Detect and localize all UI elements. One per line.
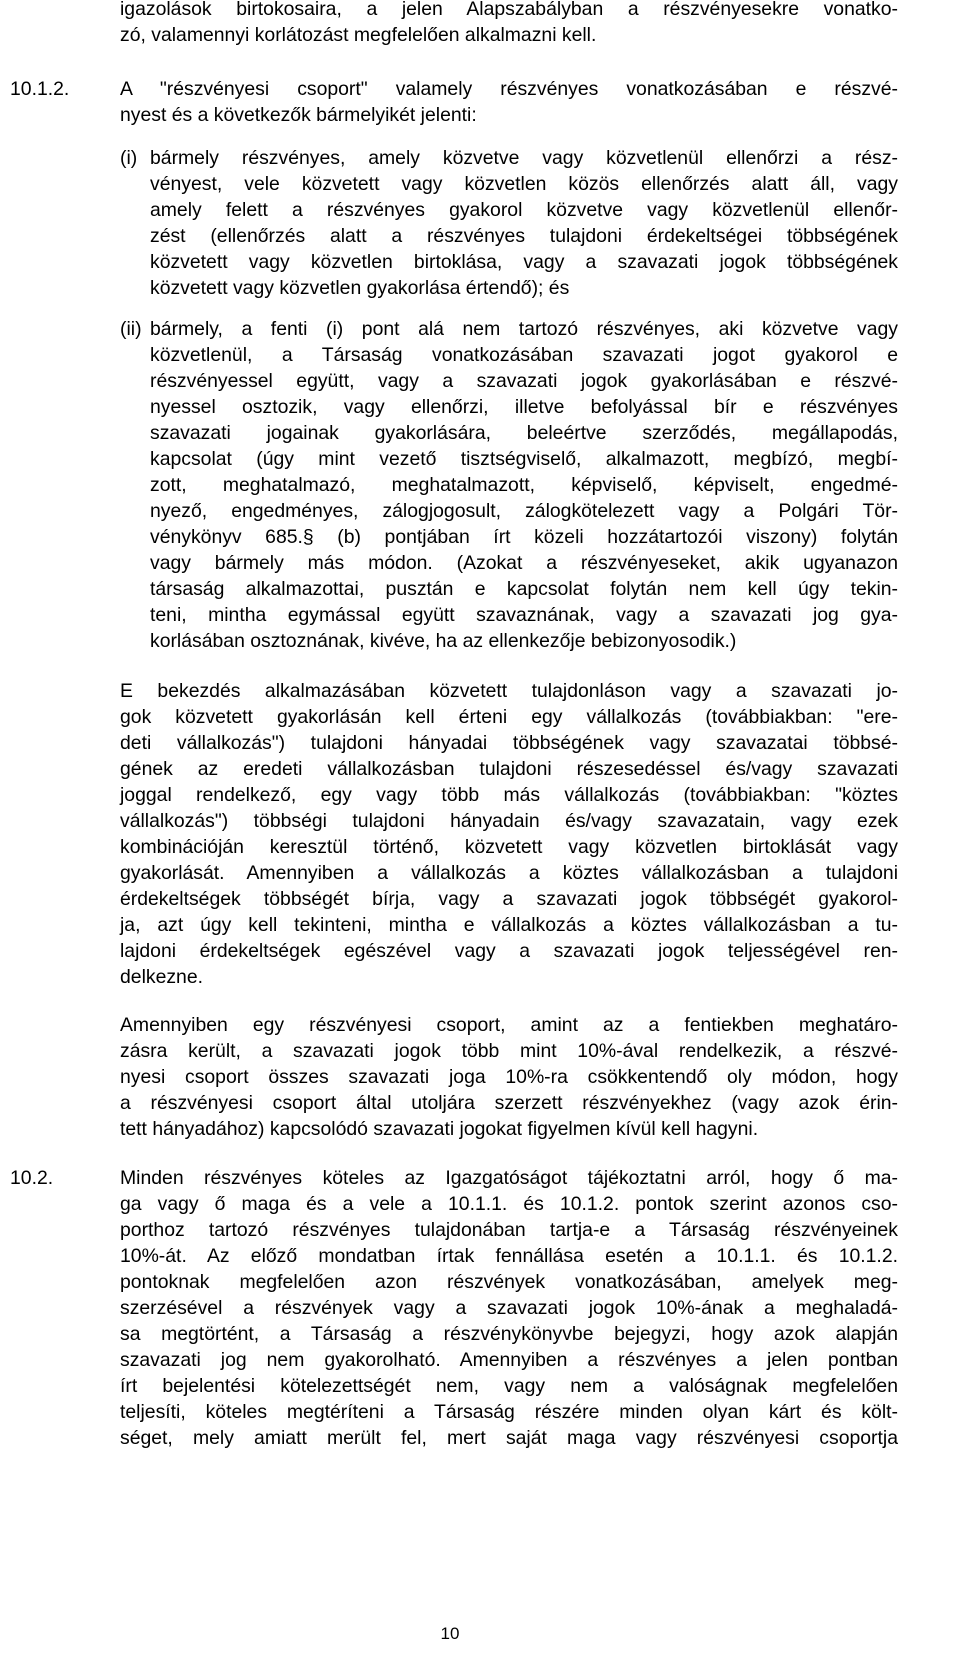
text-line: bármely, a fenti (i) pont alá nem tartozó részvényes, aki közvetve vagy: [150, 318, 898, 340]
text-line: vagy bármely más módon. (Azokat a részvényeseket, akik ugyanazon: [150, 552, 898, 574]
text-line: gyakorlását. Amennyiben a vállalkozás a köztes vállalkozásban a tulajdoni: [120, 862, 898, 884]
text-line: tett hányadához) kapcsolódó szavazati jogokat figyelmen kívül kell hagyni.: [120, 1118, 759, 1140]
text-line: a részvényesi csoport által utoljára szerzett részvényekhez (vagy azok érin-: [120, 1092, 898, 1114]
text-line: szavazati jogainak gyakorlására, beleértve szerződés, megállapodás,: [150, 422, 898, 444]
text-line: teljesíti, köteles megtéríteni a Társaság részére minden olyan kárt és költ-: [120, 1401, 898, 1423]
text-line: E bekezdés alkalmazásában közvetett tulajdonláson vagy a szavazati jo-: [120, 680, 898, 702]
text-line: sa megtörtént, a Társaság a részvénykönyvbe bejegyzi, hogy azok alapján: [120, 1323, 898, 1345]
text-line: pontoknak megfelelően azon részvények vonatkozásában, amelyek meg-: [120, 1271, 898, 1293]
text-line: írt bejelentési kötelezettségét nem, vagy nem a valóságnak megfelelően: [120, 1375, 898, 1397]
page-number: 10: [440, 1624, 460, 1643]
text-line: nyező, engedményes, zálogjogosult, zálogkötelezett vagy a Polgári Tör-: [150, 500, 898, 522]
text-line: szerzésével a részvények vagy a szavazati jogok 10%-ának a meghaladá-: [120, 1297, 898, 1319]
text-line: Amennyiben egy részvényesi csoport, amint az a fentiekben meghatáro-: [120, 1014, 898, 1036]
text-line: vényest, vele közvetett vagy közvetlen közös ellenőrzés alatt áll, vagy: [150, 173, 898, 195]
text-line: gének az eredeti vállalkozásban tulajdoni részesedéssel és/vagy szavazati: [120, 758, 898, 780]
text-line: teni, mintha egymással együtt szavaznának, vagy a szavazati jog gya-: [150, 604, 898, 626]
text-line: séget, mely amiatt merült fel, mert saját maga vagy részvényesi csoportja: [120, 1427, 898, 1449]
text-line: A "részvényesi csoport" valamely részvényes vonatkozásában e részvé-: [120, 78, 898, 100]
text-line: társaság alkalmazottai, pusztán e kapcsolat folytán nem kell úgy tekin-: [150, 578, 898, 600]
text-line: kapcsolat (úgy mint vezető tisztségviselő, alkalmazott, megbízó, megbí-: [150, 448, 898, 470]
text-line: amely felett a részvényes gyakorol közvetve vagy közvetlenül ellenőr-: [150, 199, 898, 221]
text-line: vénykönyv 685.§ (b) pontjában írt közeli hozzátartozói viszony) folytán: [150, 526, 898, 548]
section-number: 10.2.: [10, 1167, 54, 1189]
text-line: gok közvetett gyakorlásán kell érteni egy vállalkozás (továbbiakban: "ere-: [120, 706, 898, 728]
text-line: joggal rendelkező, egy vagy több más vállalkozás (továbbiakban: "köztes: [120, 784, 898, 806]
text-line: zó, valamennyi korlátozást megfelelően alkalmazni kell.: [120, 24, 597, 46]
text-line: zásra került, a szavazati jogok több mint 10%-ával rendelkezik, a részvé-: [120, 1040, 898, 1062]
text-line: zést (ellenőrzés alatt a részvényes tulajdoni érdekeltségei többségének: [150, 225, 898, 247]
text-line: nyesi csoport összes szavazati joga 10%-ra csökkentendő oly módon, hogy: [120, 1066, 898, 1088]
text-line: deti vállalkozás") tulajdoni hányadai többségének vagy szavazatai többsé-: [120, 732, 898, 754]
text-line: Minden részvényes köteles az Igazgatóságot tájékoztatni arról, hogy ő ma-: [120, 1167, 898, 1189]
text-line: közvetett vagy közvetlen birtoklása, vagy a szavazati jogok többségének: [150, 251, 898, 273]
section-number: 10.1.2.: [10, 78, 70, 100]
text-line: korlásában osztoznának, kivéve, ha az ellenkezője bebizonyosodik.): [150, 630, 737, 652]
list-marker: (ii): [120, 318, 142, 340]
text-line: vállalkozás") többségi tulajdoni hányadain és/vagy szavazatain, vagy ezek: [120, 810, 898, 832]
text-line: szavazati jog nem gyakorolható. Amennyiben a részvényes a jelen pontban: [120, 1349, 898, 1371]
text-line: bármely részvényes, amely közvetve vagy közvetlenül ellenőrzi a rész-: [150, 147, 898, 169]
text-line: ja, azt úgy kell tekinteni, mintha e vállalkozás a köztes vállalkozásban a tu-: [120, 914, 898, 936]
text-line: nyest és a következők bármelyikét jelenti:: [120, 104, 477, 126]
text-line: delkezne.: [120, 966, 204, 988]
text-line: porthoz tartozó részvényes tulajdonában tartja-e a Társaság részvényeinek: [120, 1219, 898, 1241]
text-line: érdekeltségek többségét bírja, vagy a szavazati jogok többségét gyakorol-: [120, 888, 898, 910]
list-marker: (i): [120, 147, 138, 169]
text-line: kombinációján keresztül történő, közvetett vagy közvetlen birtoklását vagy: [120, 836, 898, 858]
text-line: zott, meghatalmazó, meghatalmazott, képviselő, képviselt, engedmé-: [150, 474, 898, 496]
text-line: részvényessel együtt, vagy a szavazati jogok gyakorlásában e részvé-: [150, 370, 898, 392]
text-line: nyessel osztozik, vagy ellenőrzi, illetve befolyással bír e részvényes: [150, 396, 898, 418]
text-line: közvetett vagy közvetlen gyakorlása értendő); és: [150, 277, 570, 299]
text-line: ga vagy ő maga és a vele a 10.1.1. és 10.1.2. pontok szerint azonos cso-: [120, 1193, 898, 1215]
text-line: lajdoni érdekeltségek egészével vagy a szavazati jogok teljességével ren-: [120, 940, 898, 962]
text-line: 10%-át. Az előző mondatban írtak fennállása esetén a 10.1.1. és 10.1.2.: [120, 1245, 898, 1267]
text-line: igazolások birtokosaira, a jelen Alapszabályban a részvényesekre vonatko-: [120, 0, 898, 20]
text-line: közvetlenül, a Társaság vonatkozásában szavazati jogot gyakorol e: [150, 344, 898, 366]
